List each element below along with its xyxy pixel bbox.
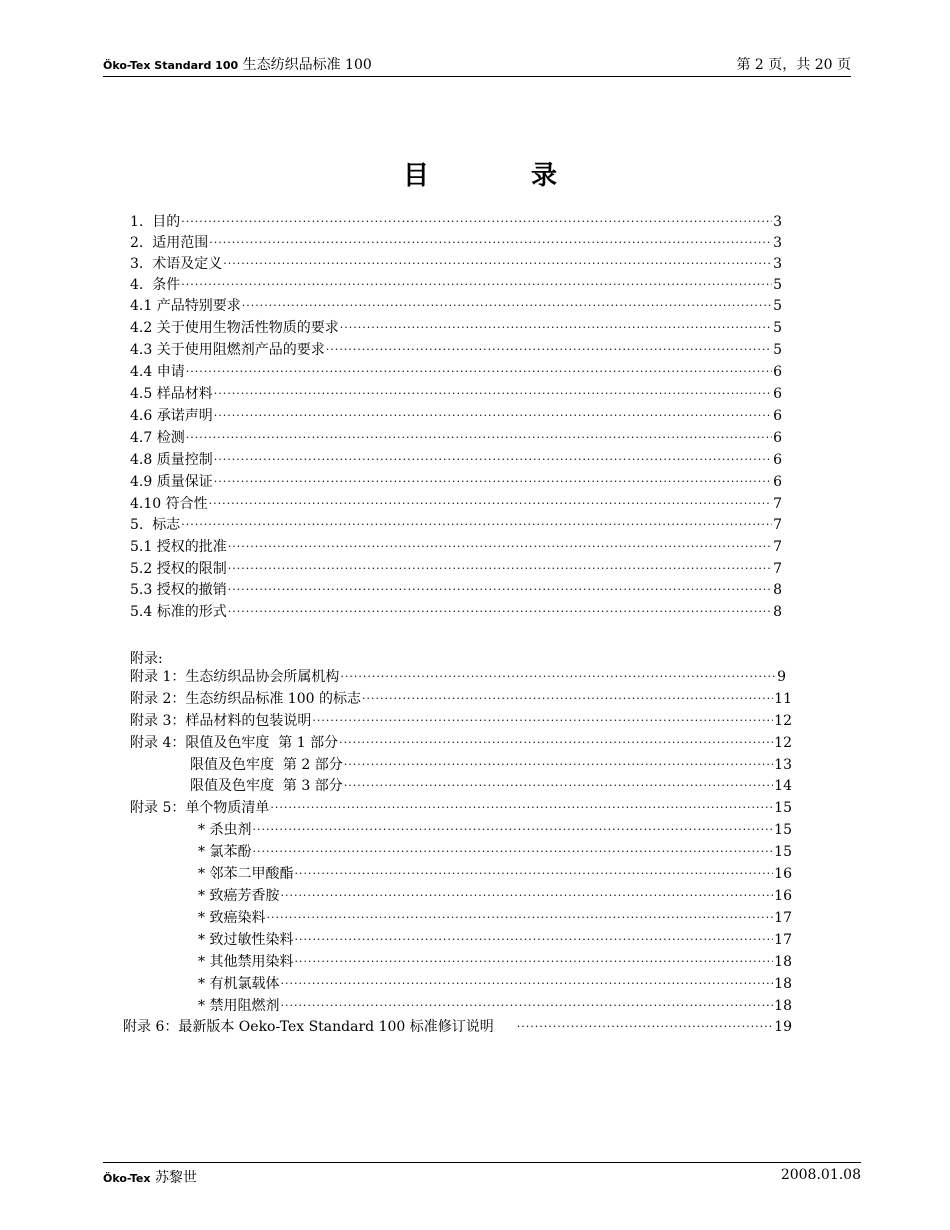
toc-entry-page: 7 [773, 561, 782, 577]
appendix-entry-page: 13 [774, 757, 792, 773]
toc-leader [214, 406, 772, 426]
appendix-entry-label: * 致癌染料 [198, 910, 266, 926]
toc-leader [242, 296, 772, 316]
toc-entry-label: 4.8 质量控制 [130, 452, 213, 468]
appendix-entry[interactable] [130, 689, 792, 709]
toc-leader [181, 275, 772, 295]
appendix-entry[interactable] [198, 952, 792, 972]
toc-entry-page: 3 [773, 235, 782, 251]
appendix-entry-page: 9 [777, 669, 786, 685]
appendix-entry[interactable] [190, 755, 792, 775]
toc-entry-label: 4.7 检测 [130, 430, 185, 446]
toc-entry-label: 4.4 申请 [130, 364, 185, 380]
appendix-entry-label: 附录 4：限值及色牢度 第 1 部分 [130, 735, 339, 751]
appendix-entry[interactable] [198, 974, 792, 994]
toc-entry[interactable] [130, 384, 782, 404]
toc-entry-page: 8 [773, 582, 782, 598]
appendix-entry-page: 17 [774, 932, 792, 948]
appendix-entry-page: 11 [774, 691, 792, 707]
toc-entry-label: 5.1 授权的批准 [130, 539, 227, 555]
appendix-entry[interactable] [198, 842, 792, 862]
toc-leader [362, 689, 773, 709]
appendix-entry-page: 12 [774, 713, 792, 729]
toc-leader [209, 494, 772, 514]
toc-leader [186, 428, 772, 448]
toc-leader [181, 515, 772, 535]
appendix-entry-label: * 氯苯酚 [198, 844, 252, 860]
toc-entry-label: 5.4 标准的形式 [130, 604, 227, 620]
toc-leader [344, 755, 773, 775]
appendix-entry-page: 16 [774, 888, 792, 904]
header-subtitle: 生态纺织品标准 100 [242, 57, 372, 73]
toc-leader [312, 711, 773, 731]
appendix-entry-label: 附录 1：生态纺织品协会所属机构 [130, 669, 340, 685]
appendix-entry[interactable] [130, 798, 792, 818]
appendix-entry-label: * 致过敏性染料 [198, 932, 294, 948]
appendix-entry-label: * 有机氯载体 [198, 976, 280, 992]
toc-entry-page: 7 [773, 496, 782, 512]
toc-leader [252, 842, 773, 862]
toc-entry-page: 6 [773, 386, 782, 402]
toc-leader [294, 952, 773, 972]
toc-entry-label: 2. 适用范围 [130, 235, 209, 251]
appendix-entry-page: 18 [774, 954, 792, 970]
toc-leader [186, 362, 772, 382]
toc-entry-page: 5 [773, 320, 782, 336]
toc-leader [340, 667, 776, 687]
toc-entry[interactable] [130, 602, 782, 622]
toc-entry[interactable] [130, 212, 782, 232]
toc-leader [181, 212, 772, 232]
toc-leader [340, 318, 772, 338]
appendix-entry-page: 18 [774, 976, 792, 992]
toc-entry-label: 4.5 样品材料 [130, 386, 213, 402]
appendix-entry-page: 17 [774, 910, 792, 926]
toc-entry-page: 6 [773, 408, 782, 424]
toc-entry-page: 6 [773, 430, 782, 446]
toc-entry[interactable] [130, 450, 782, 470]
toc-entry-page: 5 [773, 277, 782, 293]
toc-entry-page: 8 [773, 604, 782, 620]
appendix-entry[interactable] [198, 908, 792, 928]
toc-entry[interactable] [130, 362, 782, 382]
toc-entry[interactable] [130, 318, 782, 338]
appendix-entry-page: 19 [774, 1019, 792, 1035]
toc-leader [228, 602, 772, 622]
appendix-entry[interactable] [190, 776, 792, 796]
toc-leader [209, 233, 772, 253]
toc-entry-page: 6 [773, 474, 782, 490]
appendix-entry[interactable] [123, 1017, 792, 1037]
toc-leader [280, 886, 773, 906]
toc-entry-label: 5.3 授权的撤销 [130, 582, 227, 598]
toc-entry-page: 3 [773, 214, 782, 230]
appendix-entry-label: 限值及色牢度 第 3 部分 [190, 778, 343, 794]
toc-leader [228, 537, 772, 557]
toc-entry[interactable] [130, 494, 782, 514]
toc-entry-label: 5. 标志 [130, 517, 181, 533]
toc-entry-page: 5 [773, 298, 782, 314]
page-title: 目录 [403, 161, 660, 191]
page-footer [103, 1162, 861, 1186]
appendix-entry-label: * 致癌芳香胺 [198, 888, 280, 904]
toc-entry-label: 4. 条件 [130, 277, 181, 293]
toc-leader [280, 996, 773, 1016]
toc-entry-page: 6 [773, 452, 782, 468]
toc-entry[interactable] [130, 254, 782, 274]
toc-leader [294, 930, 773, 950]
footer-left [103, 1167, 197, 1187]
toc-leader [214, 472, 772, 492]
toc-entry[interactable] [130, 559, 782, 579]
appendix-entry[interactable] [198, 996, 792, 1016]
appendix-entry-label: * 其他禁用染料 [198, 954, 294, 970]
appendix-entry-page: 16 [774, 866, 792, 882]
toc-leader [339, 733, 773, 753]
toc-entry-label: 1. 目的 [130, 214, 181, 230]
toc-entry-page: 6 [773, 364, 782, 380]
appendix-entry-page: 15 [774, 822, 792, 838]
toc-leader [294, 864, 773, 884]
header-brand: Öko-Tex Standard 100 [103, 59, 239, 72]
appendix-heading: 附录: [130, 651, 163, 667]
toc-entry[interactable] [130, 233, 782, 253]
toc-leader [344, 776, 773, 796]
toc-entry-label: 4.3 关于使用阻燃剂产品的要求 [130, 342, 325, 358]
toc-leader [252, 820, 773, 840]
appendix-entry-label: 附录 2：生态纺织品标准 100 的标志 [130, 691, 361, 707]
toc-entry[interactable] [130, 515, 782, 535]
toc-entry-label: 4.2 关于使用生物活性物质的要求 [130, 320, 339, 336]
toc-entry[interactable] [130, 580, 782, 600]
appendix-entry-label: 附录 6：最新版本 Oeko-Tex Standard 100 标准修订说明 [123, 1019, 494, 1035]
appendix-entry[interactable] [130, 711, 792, 731]
toc-entry-label: 3. 术语及定义 [130, 256, 223, 272]
toc-leader [214, 450, 772, 470]
toc-entry[interactable] [130, 428, 782, 448]
appendix-entry[interactable] [198, 864, 792, 884]
toc-entry[interactable] [130, 406, 782, 426]
toc-entry[interactable] [130, 472, 782, 492]
toc-leader [266, 908, 773, 928]
appendix-entry-label: 附录 3：样品材料的包装说明 [130, 713, 312, 729]
appendix-entry-page: 15 [774, 800, 792, 816]
toc-leader [223, 254, 772, 274]
toc-leader [228, 580, 772, 600]
appendix-entry-label: * 邻苯二甲酸酯 [198, 866, 294, 882]
toc-entry[interactable] [130, 340, 782, 360]
toc-entry-page: 3 [773, 256, 782, 272]
appendix-entry[interactable] [130, 667, 786, 687]
appendix-entry-page: 18 [774, 998, 792, 1014]
toc-entry-label: 4.1 产品特别要求 [130, 298, 241, 314]
toc-leader [214, 384, 772, 404]
toc-entry-label: 4.10 符合性 [130, 496, 208, 512]
appendix-entry-page: 15 [774, 844, 792, 860]
toc-entry-label: 4.6 承诺声明 [130, 408, 213, 424]
appendix-entry-page: 14 [774, 778, 792, 794]
footer-city: 苏黎世 [154, 1170, 197, 1186]
toc-entry[interactable] [130, 275, 782, 295]
toc-entry-label: 5.2 授权的限制 [130, 561, 227, 577]
footer-brand: Öko-Tex [103, 1172, 151, 1185]
appendix-entry[interactable] [198, 930, 792, 950]
toc-entry-label: 4.9 质量保证 [130, 474, 213, 490]
toc-entry[interactable] [130, 537, 782, 557]
appendix-entry[interactable] [198, 886, 792, 906]
appendix-entry-label: 限值及色牢度 第 2 部分 [190, 757, 343, 773]
appendix-entry[interactable] [130, 733, 792, 753]
toc-leader [280, 974, 773, 994]
toc-entry-page: 5 [773, 342, 782, 358]
header-page-info: 第 2 页，共 20 页 [736, 57, 851, 73]
toc-leader [270, 798, 773, 818]
footer-date: 2008.01.08 [780, 1167, 861, 1183]
toc-entry-page: 7 [773, 539, 782, 555]
appendix-entry-label: * 杀虫剂 [198, 822, 252, 838]
appendix-entry-page: 12 [774, 735, 792, 751]
toc-leader [517, 1017, 773, 1037]
toc-leader [228, 559, 772, 579]
appendix-entry-label: * 禁用阻燃剂 [198, 998, 280, 1014]
appendix-entry[interactable] [198, 820, 792, 840]
toc-entry-page: 7 [773, 517, 782, 533]
appendix-entry-label: 附录 5：单个物质清单 [130, 800, 270, 816]
toc-entry[interactable] [130, 296, 782, 316]
toc-leader [326, 340, 772, 360]
